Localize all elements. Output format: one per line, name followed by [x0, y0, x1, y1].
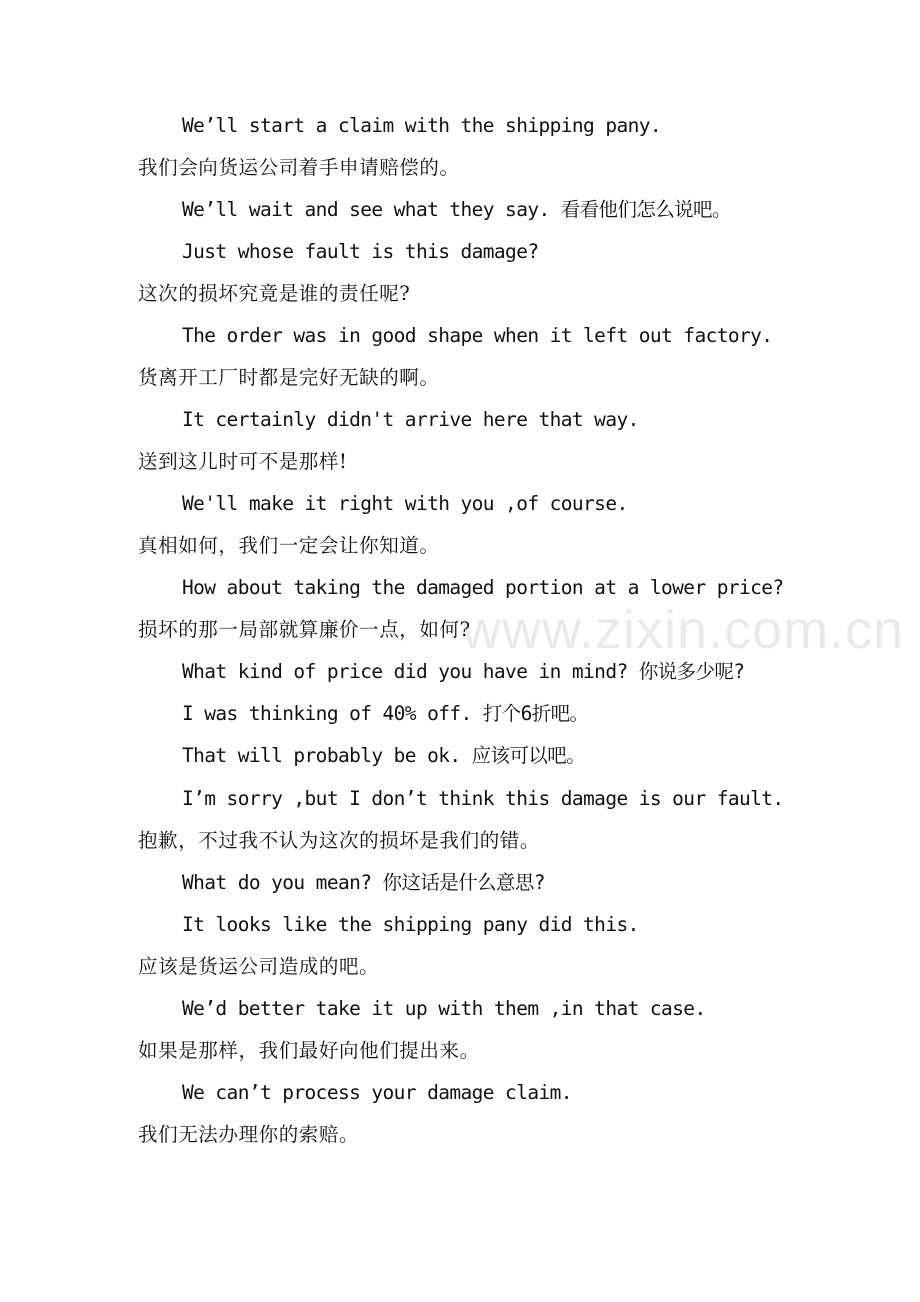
text-line: How about taking the damaged portion at a lower price?	[182, 576, 784, 599]
text-line: 如果是那样，我们最好向他们提出来。	[138, 1039, 480, 1062]
text-line: 这次的损坏究竟是谁的责任呢?	[138, 282, 411, 305]
text-line: 应该是货运公司造成的吧。	[138, 955, 380, 978]
text-line: 损坏的那一局部就算廉价一点，如何?	[138, 618, 471, 641]
text-line: That will probably be ok. 应该可以吧。	[182, 744, 586, 767]
text-line: 送到这儿时可不是那样!	[138, 450, 348, 473]
text-line: We’ll start a claim with the shipping pany.	[182, 114, 662, 137]
text-line: 我们会向货运公司着手申请赔偿的。	[138, 156, 460, 179]
watermark: www.zixin.com.cn	[462, 600, 905, 660]
text-line: I was thinking of 40% off. 打个6折吧。	[182, 702, 589, 725]
text-line: What do you mean? 你这话是什么意思?	[182, 871, 545, 894]
text-line: 货离开工厂时都是完好无缺的啊。	[138, 366, 440, 389]
text-line: It certainly didn't arrive here that way.	[182, 408, 639, 431]
text-line: 抱歉，不过我不认为这次的损坏是我们的错。	[138, 829, 541, 852]
text-line: What kind of price did you have in mind? 你说多少呢?	[182, 660, 745, 683]
text-line: Just whose fault is this damage?	[182, 240, 539, 263]
text-line: I’m sorry ,but I don’t think this damage is our fault.	[182, 787, 784, 810]
text-line: We'll make it right with you ,of course.	[182, 492, 628, 515]
text-line: 真相如何，我们一定会让你知道。	[138, 534, 440, 557]
text-line: We’d better take it up with them ,in that case.	[182, 997, 706, 1020]
text-line: The order was in good shape when it left out factory.	[182, 324, 773, 347]
text-line: We can’t process your damage claim.	[182, 1081, 572, 1104]
text-line: It looks like the shipping pany did this.	[182, 913, 639, 936]
text-line: We’ll wait and see what they say. 看看他们怎么说吧。	[182, 198, 731, 221]
text-line: 我们无法办理你的索赔。	[138, 1123, 360, 1146]
